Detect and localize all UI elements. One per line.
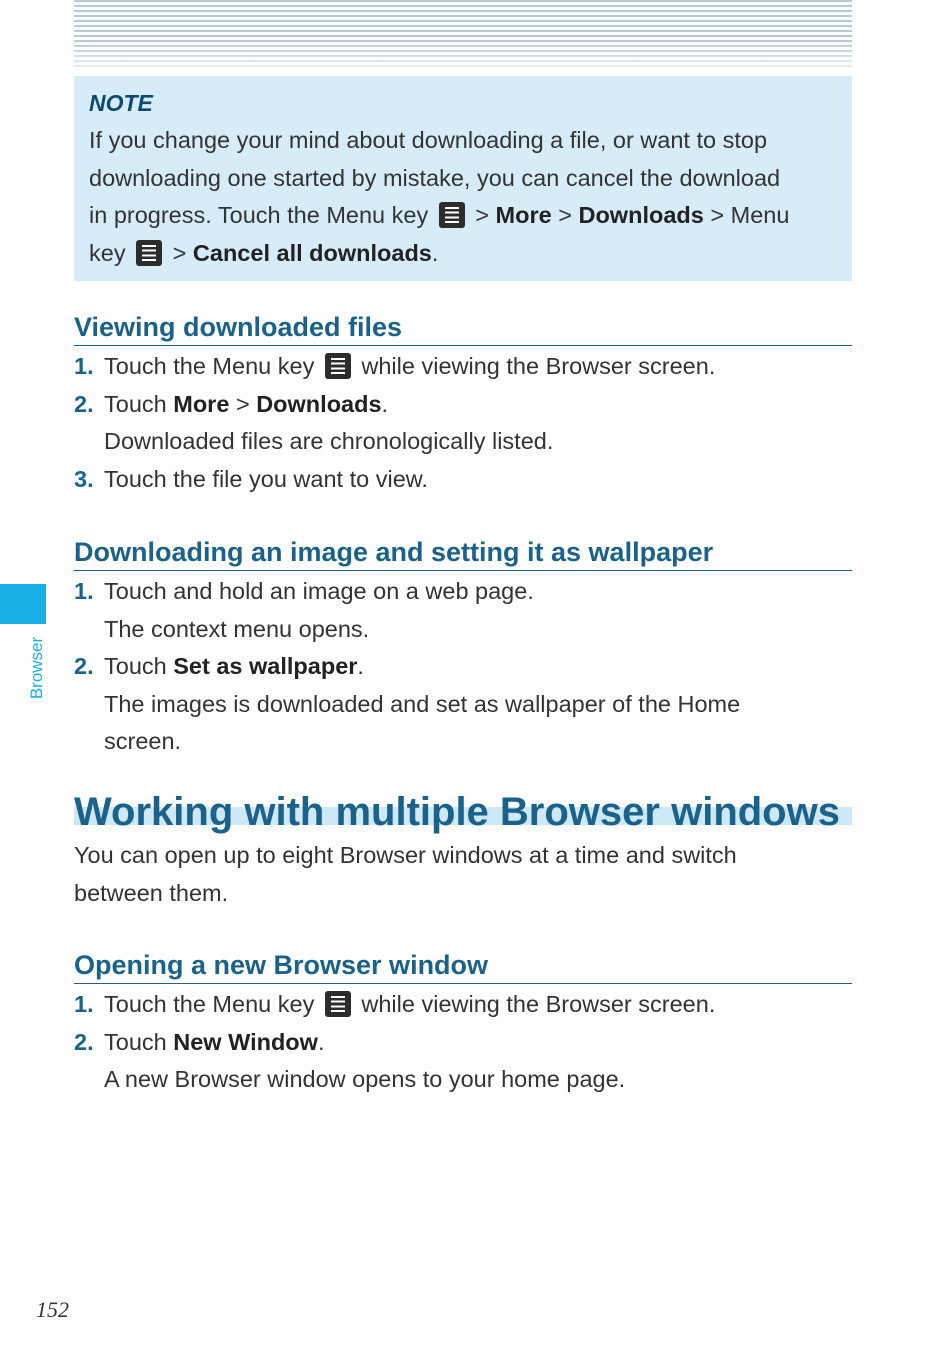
step-number: 1. <box>74 353 94 379</box>
chapter-heading-text: Working with multiple Browser windows <box>74 790 840 834</box>
step-detail: screen. <box>104 728 182 755</box>
note-title: NOTE <box>89 90 153 116</box>
step-text: Touch the file you want to view. <box>104 465 428 492</box>
step-detail: Downloaded files are chronologically listed. <box>104 428 554 455</box>
step-detail: The images is downloaded and set as wallpaper of the Home <box>104 690 741 717</box>
note-line <box>89 235 838 273</box>
note-text: in progress. Touch the Menu key <box>89 202 429 229</box>
step-text: while viewing the Browser screen. <box>361 353 716 379</box>
note-text: Menu <box>730 202 790 229</box>
step-item <box>74 1024 852 1062</box>
step-text: Touch <box>104 653 167 680</box>
step-text: Touch <box>104 1028 167 1055</box>
menu-key-icon <box>325 991 351 1017</box>
step-number: 3. <box>74 465 94 492</box>
section-heading: Viewing downloaded files <box>74 310 852 346</box>
note-line <box>89 197 838 235</box>
step-item <box>74 461 852 499</box>
separator: > <box>558 202 572 229</box>
step-item <box>74 986 852 1024</box>
menu-key-icon <box>136 240 162 266</box>
separator: > <box>710 202 725 229</box>
step-detail: The context menu opens. <box>104 615 370 642</box>
side-tab-marker <box>0 584 46 624</box>
period: . <box>431 239 439 266</box>
step-item <box>74 386 852 424</box>
intro-line: between them. <box>74 879 229 906</box>
page-number: 152 <box>36 1297 69 1322</box>
step-text: Touch the Menu key <box>104 991 315 1017</box>
separator: > <box>172 239 187 266</box>
side-tab-label: Browser <box>27 636 46 700</box>
chapter-intro <box>74 837 852 912</box>
step-number: 2. <box>74 390 94 417</box>
period: . <box>381 390 389 417</box>
more-label: More <box>173 390 230 417</box>
note-box <box>74 76 852 281</box>
cancel-all-downloads-label: Cancel all downloads <box>192 239 432 266</box>
period: . <box>357 653 364 680</box>
note-body <box>89 122 838 272</box>
step-number: 2. <box>74 1028 94 1055</box>
menu-key-icon <box>439 202 465 228</box>
step-number: 2. <box>74 653 94 680</box>
downloads-label: Downloads <box>578 202 704 229</box>
step-item <box>74 348 852 386</box>
note-line: If you change your mind about downloading a file, or want to stop <box>89 127 768 153</box>
header-stripes <box>74 0 852 70</box>
step-item <box>74 573 852 611</box>
section-heading: Opening a new Browser window <box>74 948 852 984</box>
section-opening-new-window <box>74 948 852 1099</box>
note-text: key <box>89 239 126 266</box>
more-label: More <box>495 202 552 229</box>
new-window-label: New Window <box>173 1028 318 1055</box>
period: . <box>317 1028 325 1055</box>
separator: > <box>475 202 489 229</box>
step-item <box>74 648 852 686</box>
step-text: Touch and hold an image on a web page. <box>104 578 534 604</box>
section-downloading-wallpaper <box>74 535 852 761</box>
section-viewing-downloaded-files <box>74 310 852 498</box>
chapter-heading <box>74 790 852 834</box>
step-number: 1. <box>74 991 94 1017</box>
set-as-wallpaper-label: Set as wallpaper <box>173 653 358 680</box>
downloads-label: Downloads <box>256 390 382 417</box>
step-text: while viewing the Browser screen. <box>361 991 716 1017</box>
step-number: 1. <box>74 578 94 604</box>
section-heading: Downloading an image and setting it as wallpaper <box>74 535 852 571</box>
step-detail: A new Browser window opens to your home page. <box>104 1066 626 1093</box>
intro-line: You can open up to eight Browser windows at a time and switch <box>74 842 737 868</box>
step-text: Touch the Menu key <box>104 353 315 379</box>
note-line: downloading one started by mistake, you can cancel the download <box>89 164 781 191</box>
step-text: Touch <box>104 390 167 417</box>
menu-key-icon <box>325 353 351 379</box>
separator: > <box>235 390 250 417</box>
